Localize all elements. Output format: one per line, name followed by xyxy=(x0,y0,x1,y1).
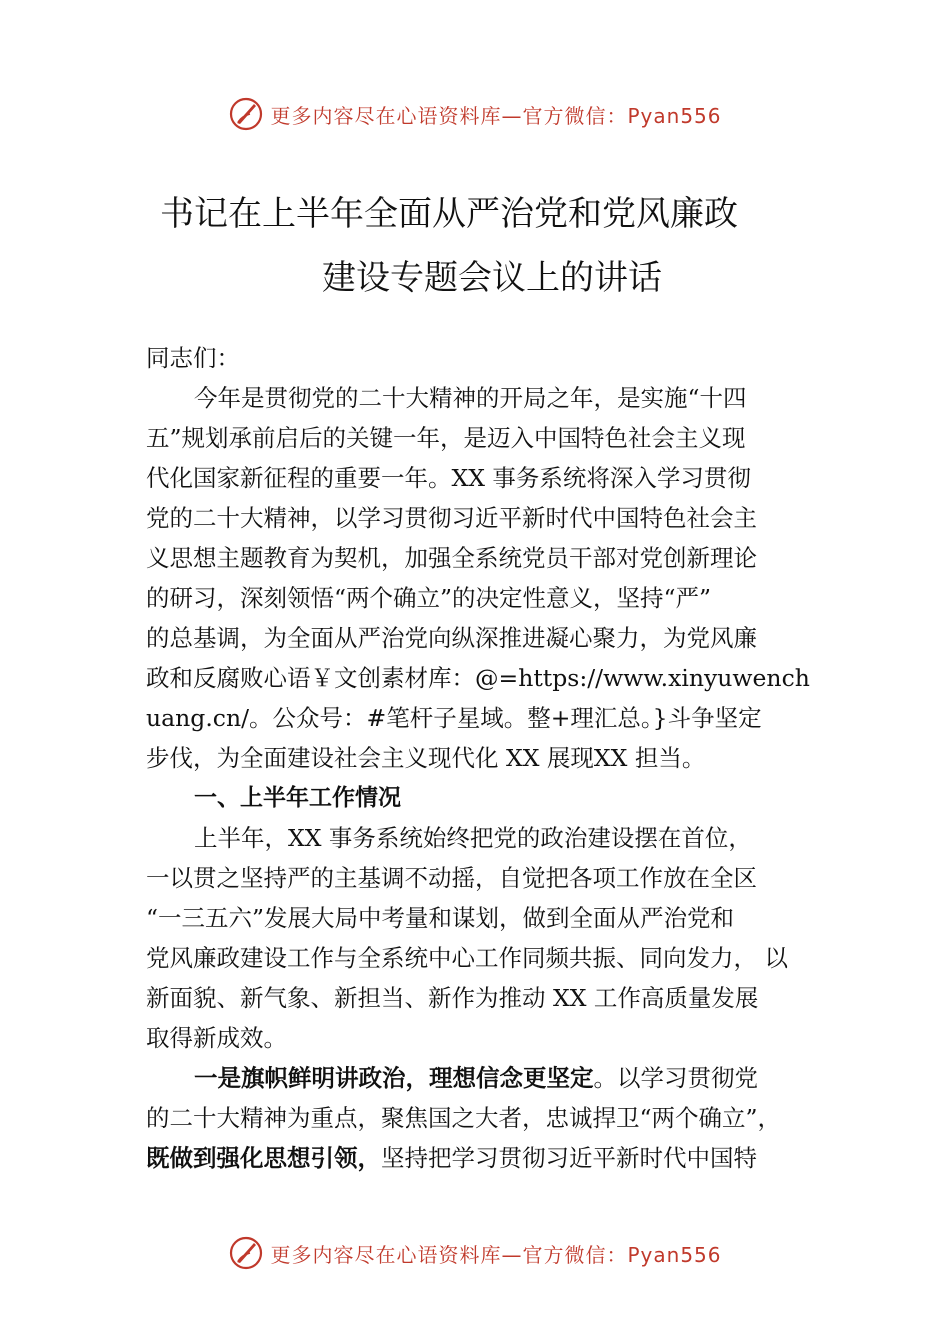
paragraph-line: 的二十大精神为重点，聚焦国之大者，忠诚捍卫“两个确立”， xyxy=(146,1104,782,1132)
quill-logo-icon xyxy=(228,96,264,132)
paragraph-line: 代化国家新征程的重要一年。XX 事务系统将深入学习贯彻 xyxy=(146,464,751,492)
paragraph-line: 的总基调，为全面从严治党向纵深推进凝心聚力，为党风廉 xyxy=(146,624,757,652)
paragraph-line: uang.cn/。公众号：#笔杆子星域。整+理汇总。}斗争坚定 xyxy=(146,704,762,732)
paragraph-line: 的研习，深刻领悟“两个确立”的决定性意义，坚持“严” xyxy=(146,584,712,612)
paragraph-line: 新面貌、新气象、新担当、新作为推动 XX 工作高质量发展 xyxy=(146,984,759,1012)
footer-banner xyxy=(0,1233,950,1273)
header-banner xyxy=(0,94,950,134)
paragraph-line: 既做到强化思想引领，坚持把学习贯彻习近平新时代中国特 xyxy=(146,1144,757,1172)
bold-lead: 既做到强化思想引领， xyxy=(146,1144,381,1172)
section-heading: 一、上半年工作情况 xyxy=(194,785,401,811)
paragraph-line: 步伐，为全面建设社会主义现代化 XX 展现XX 担当。 xyxy=(146,744,706,772)
banner-text: 更多内容尽在心语资料库—官方微信：Pyan556 xyxy=(270,1242,722,1267)
paragraph-line: 一是旗帜鲜明讲政治，理想信念更坚定。以学习贯彻党 xyxy=(194,1064,758,1092)
paragraph-line: 今年是贯彻党的二十大精神的开局之年，是实施“十四 xyxy=(194,384,747,412)
paragraph-line: 政和反腐败心语￥文创素材库：@=https://www.xinyuwench xyxy=(146,664,810,692)
paragraph-line: “一三五六”发展大局中考量和谋划，做到全面从严治党和 xyxy=(146,904,735,932)
paragraph-line: 党风廉政建设工作与全系统中心工作同频共振、同向发力， 以 xyxy=(146,944,788,972)
document-body xyxy=(146,338,816,1178)
paragraph-line: 党的二十大精神，以学习贯彻习近平新时代中国特色社会主 xyxy=(146,504,757,532)
title-line-2: 建设专题会议上的讲话 xyxy=(322,258,662,298)
title-line-1: 书记在上半年全面从严治党和党风廉政 xyxy=(160,194,738,234)
salutation: 同志们： xyxy=(146,344,240,372)
banner-text: 更多内容尽在心语资料库—官方微信：Pyan556 xyxy=(270,103,722,128)
quill-logo-icon xyxy=(228,1235,264,1271)
paragraph-line: 取得新成效。 xyxy=(146,1024,287,1052)
paragraph-line: 上半年，XX 事务系统始终把党的政治建设摆在首位， xyxy=(194,824,752,852)
paragraph-line: 一以贯之坚持严的主基调不动摇，自觉把各项工作放在全区 xyxy=(146,864,757,892)
paragraph-line: 义思想主题教育为契机，加强全系统党员干部对党创新理论 xyxy=(146,544,757,572)
bold-lead: 一是旗帜鲜明讲政治，理想信念更坚定 xyxy=(194,1064,594,1092)
paragraph-line: 五”规划承前启后的关键一年，是迈入中国特色社会主义现 xyxy=(146,424,746,452)
